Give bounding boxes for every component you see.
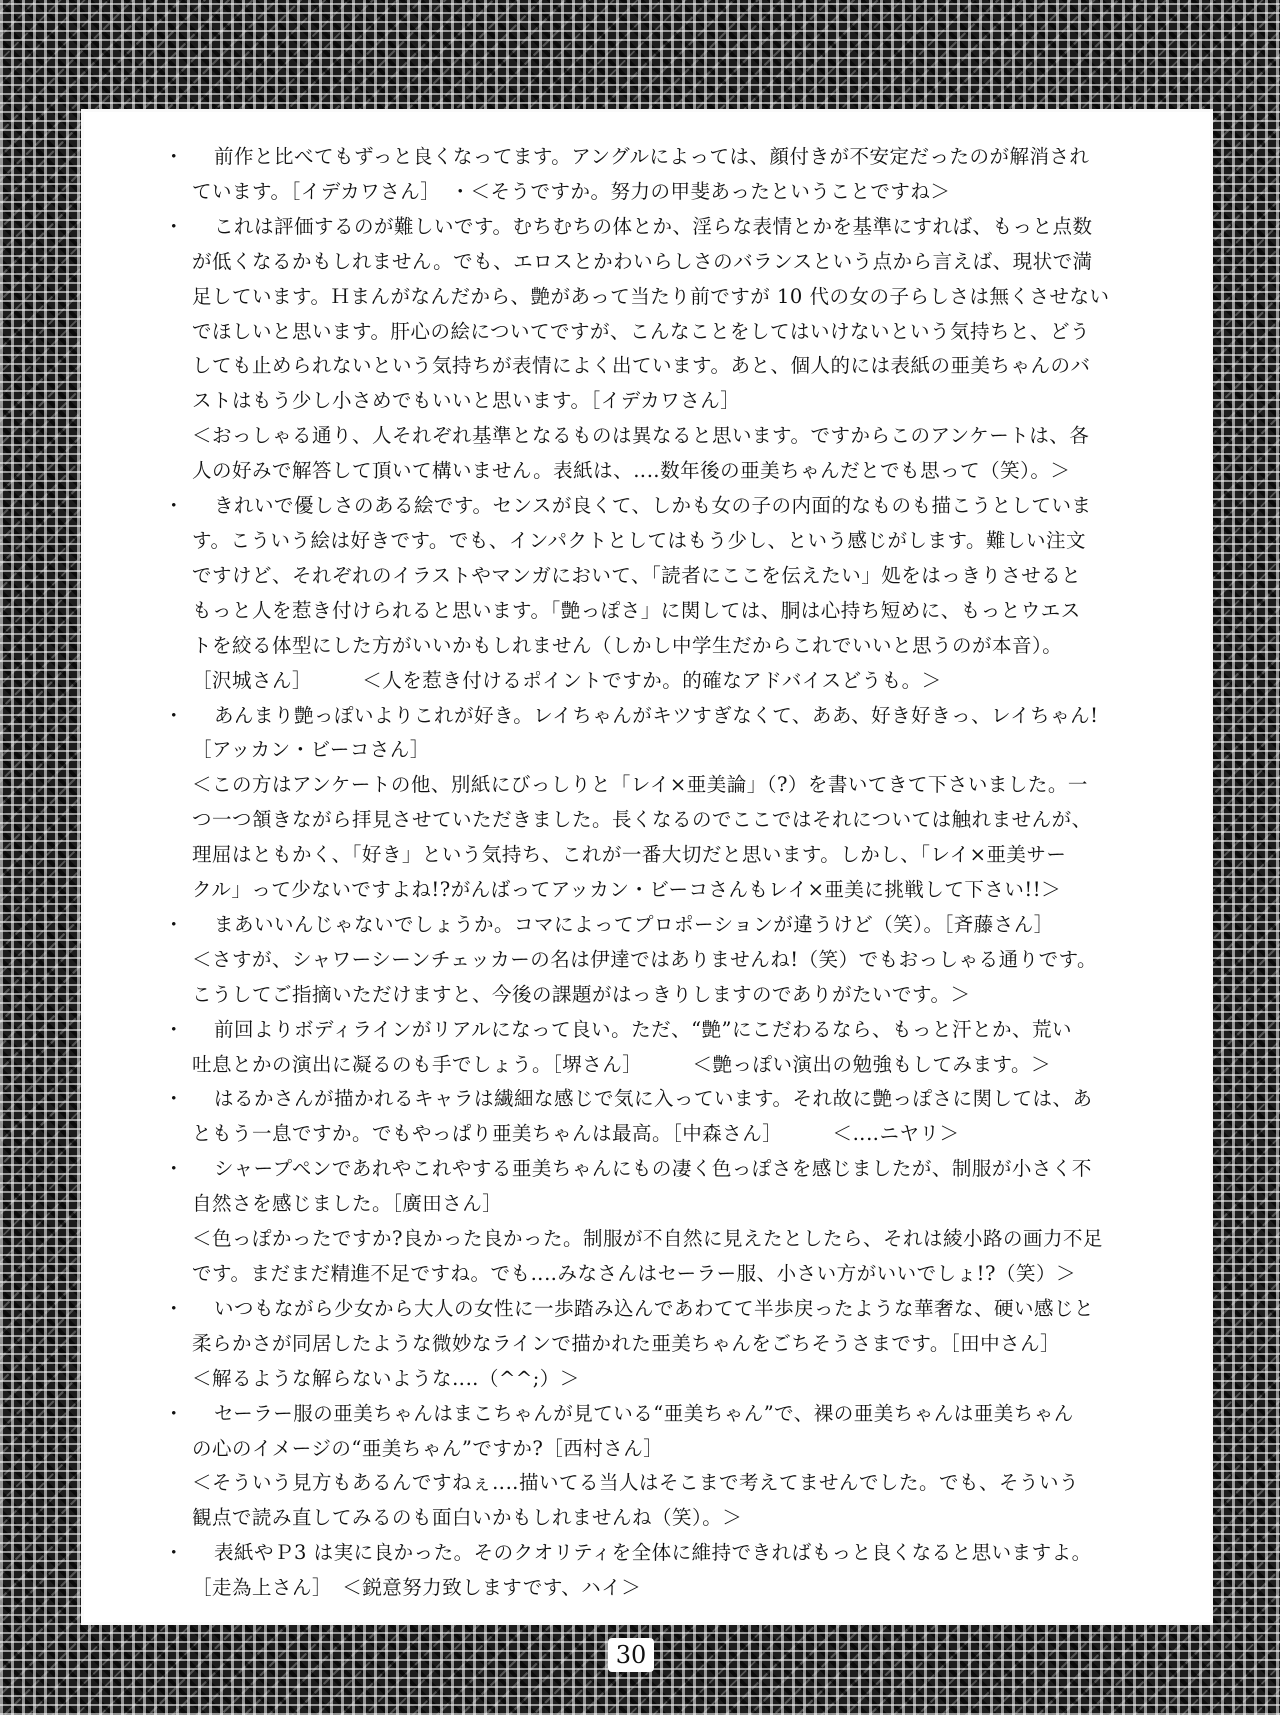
survey-entry	[164, 1082, 1174, 1152]
comment-line: あんまり艶っぽいよりこれが好き。レイちゃんがキツすぎなくて、ああ、好き好きっ、レイちゃん!	[214, 703, 1099, 727]
reply-line: ＜解るような解らないような‥‥（^^;）＞	[192, 1366, 580, 1390]
survey-entry	[164, 1536, 1174, 1606]
bullet-mark: ・	[164, 1401, 185, 1425]
comment-line: 前回よりボディラインがリアルになって良い。ただ、“艶”にこだわるなら、もっと汗とか、荒い	[214, 1017, 1073, 1041]
page-panel	[84, 112, 1210, 1622]
comment-line: きれいで優しさのある絵です。センスが良くて、しかも女の子の内面的なものも描こうとしていま	[214, 494, 1092, 518]
reply-line: ＜そういう見方もあるんですねぇ‥‥描いてる当人はそこまで考えてませんでした。でも、そういう	[192, 1471, 1080, 1495]
comment-line: はるかさんが描かれるキャラは繊細な感じで気に入っています。それ故に艶っぽさに関しては、あ	[214, 1087, 1093, 1111]
survey-entry	[164, 1013, 1174, 1083]
comment-line: ［沢城さん］ ＜人を惹き付けるポイントですか。的確なアドバイスどうも。＞	[192, 668, 942, 692]
reply-line: です。まだまだ精進不足ですね。でも‥‥みなさんはセーラー服、小さい方がいいでしょ!?（笑）＞	[192, 1262, 1076, 1285]
survey-entry	[164, 210, 1174, 419]
comment-line: ［走為上さん］ ＜鋭意努力致しますです、ハイ＞	[192, 1576, 642, 1600]
comment-line: でほしいと思います。肝心の絵についてですが、こんなことをしてはいけないという気持ちと、どう	[192, 319, 1091, 343]
reply-line: 理屈はともかく、「好き」という気持ち、これが一番大切だと思います。しかし、「レイ×亜美サー	[192, 843, 1067, 867]
page-number: 30	[608, 1638, 654, 1672]
comment-line: セーラー服の亜美ちゃんはまこちゃんが見ている“亜美ちゃん”で、裸の亜美ちゃんは亜美ちゃん	[214, 1401, 1074, 1425]
comment-line: しても止められないという気持ちが表情によく出ています。あと、個人的には表紙の亜美ちゃんのバ	[192, 354, 1091, 378]
reply-line: 観点で読み直してみるのも面白いかもしれませんね（笑）。＞	[192, 1506, 743, 1530]
survey-entry	[164, 489, 1174, 698]
reply-line: つ一つ頷きながら拝見させていただきました。長くなるのでここではそれについては触れませんが、	[192, 808, 1092, 832]
comment-line: ともう一息ですか。でもやっぱり亜美ちゃんは最高。［中森さん］ ＜‥‥ニヤリ＞	[192, 1122, 960, 1146]
survey-entry	[164, 908, 1174, 943]
bullet-mark: ・	[164, 1296, 185, 1320]
bullet-mark: ・	[164, 494, 185, 518]
comment-line: す。こういう絵は好きです。でも、インパクトとしてはもう少し、という感じがします。難しい注文	[192, 528, 1086, 552]
comment-line: ［アッカン・ビーコさん］	[192, 738, 430, 762]
comment-line: いつもながら少女から大人の女性に一歩踏み込んであわてて半歩戻ったような華奢な、硬い感じと	[214, 1296, 1095, 1320]
bullet-mark: ・	[164, 1157, 185, 1181]
survey-entry	[164, 1152, 1174, 1222]
bullet-mark: ・	[164, 1087, 185, 1111]
comment-line: シャープペンであれやこれやする亜美ちゃんにもの凄く色っぽさを感じましたが、制服が小さく不	[214, 1157, 1092, 1181]
survey-comments	[164, 140, 1174, 1606]
survey-entry	[164, 1397, 1174, 1467]
comment-line: ですけど、それぞれのイラストやマンガにおいて、「読者にここを伝えたい」処をはっきりさせると	[192, 563, 1082, 587]
bullet-mark: ・	[164, 145, 185, 168]
reply-line: ＜色っぽかったですか?良かった良かった。制服が不自然に見えたとしたら、それは綾小路の画力不足	[192, 1227, 1103, 1251]
bullet-mark: ・	[164, 1541, 185, 1565]
survey-entry	[164, 1292, 1174, 1362]
reply-line: ＜さすが、シャワーシーンチェッカーの名は伊達ではありませんね!（笑）でもおっしゃる通りです。	[192, 947, 1098, 971]
comment-line: これは評価するのが難しいです。むちむちの体とか、淫らな表情とかを基準にすれば、もっと点数	[214, 214, 1093, 238]
reply-line: こうしてご指摘いただけますと、今後の課題がはっきりしますのでありがたいです。＞	[192, 982, 971, 1006]
comment-line: 足しています。Ｈまんがなんだから、艶があって当たり前ですが 10 代の女の子らしさは無くさせない	[192, 284, 1110, 308]
comment-line: 前作と比べてもずっと良くなってます。アングルによっては、顔付きが不安定だったのが解消され	[214, 145, 1090, 168]
comment-line: ています。［イデカワさん］ ・＜そうですか。努力の甲斐あったということですね＞	[192, 179, 951, 203]
bullet-mark: ・	[164, 214, 185, 238]
comment-line: 柔らかさが同居したような微妙なラインで描かれた亜美ちゃんをごちそうさまです。［田中さん］	[192, 1331, 1061, 1355]
comment-line: まあいいんじゃないでしょうか。コマによってプロポーションが違うけど（笑）。［斉藤さん］	[214, 912, 1054, 936]
comment-line: 表紙やＰ3 は実に良かった。そのクオリティを全体に維持できればもっと良くなると思いますよ。	[214, 1541, 1092, 1565]
survey-entry	[164, 140, 1174, 210]
comment-line: 自然さを感じました。［廣田さん］	[192, 1192, 503, 1216]
comment-line: 吐息とかの演出に凝るのも手でしょう。［堺さん］ ＜艶っぽい演出の勉強もしてみます。＞	[192, 1052, 1051, 1076]
reply-line: ＜この方はアンケートの他、別紙にびっしりと「レイ×亜美論」（?）を書いてきて下さいました。一	[192, 773, 1088, 797]
comment-line: トを絞る体型にした方がいいかもしれません（しかし中学生だからこれでいいと思うのが本音）。	[192, 633, 1063, 657]
bullet-mark: ・	[164, 703, 185, 727]
reply-line: ＜おっしゃる通り、人それぞれ基準となるものは異なると思います。ですからこのアンケートは、各	[192, 424, 1090, 448]
reply-line: 人の好みで解答して頂いて構いません。表紙は、‥‥数年後の亜美ちゃんだとでも思って（笑）。＞	[192, 459, 1071, 483]
bullet-mark: ・	[164, 912, 185, 936]
reply-line: クル」って少ないですよね!?がんばってアッカン・ビーコさんもレイ×亜美に挑戦して下さい!!＞	[192, 878, 1062, 902]
comment-line: ストはもう少し小さめでもいいと思います。［イデカワさん］	[192, 389, 741, 413]
comment-line: が低くなるかもしれません。でも、エロスとかわいらしさのバランスという点から言えば、現状で満	[192, 249, 1093, 273]
survey-entry	[164, 699, 1174, 769]
bullet-mark: ・	[164, 1017, 185, 1041]
comment-line: の心のイメージの“亜美ちゃん”ですか?［西村さん］	[192, 1436, 664, 1460]
comment-line: もっと人を惹き付けられると思います。「艶っぽさ」に関しては、胴は心持ち短めに、もっとウエス	[192, 598, 1081, 622]
